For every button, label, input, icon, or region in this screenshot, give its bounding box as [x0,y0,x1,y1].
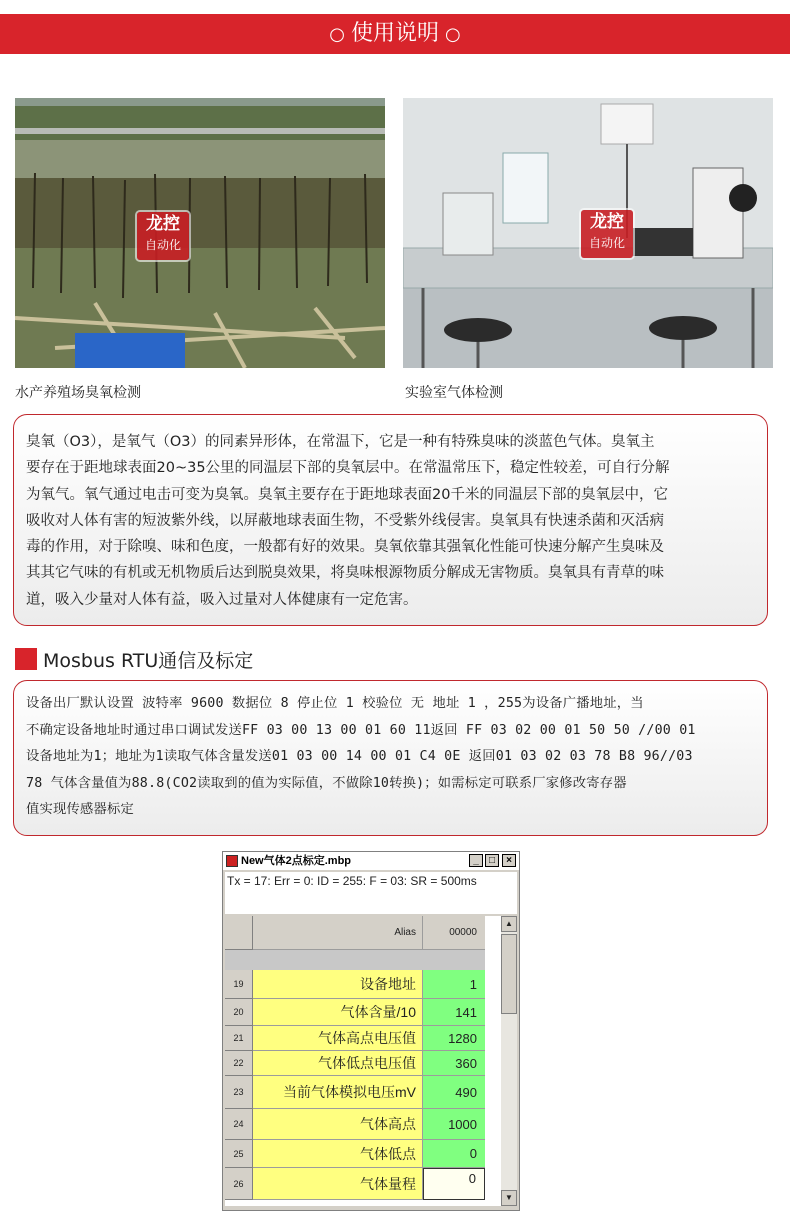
table-row[interactable] [225,1140,501,1168]
description-line: 为氧气。氧气通过电击可变为臭氧。臭氧主要存在于距地球表面20千米的同温层下部的臭氧层中，它 [26,486,668,503]
section-heading-text: Mosbus RTU通信及标定 [43,650,254,672]
circle-icon: ○ [445,24,461,45]
brand-badge [137,212,189,260]
description-line: 其其它气味的有机或无机物质后达到脱臭效果，将臭味根源物质分解成无害物质。臭氧具有青草的味 [26,565,664,582]
description-line: 要存在于距地球表面20~35公里的同温层下部的臭氧层中。在常温常压下，稳定性较差，可自行分解 [26,460,670,477]
section-heading [15,646,253,670]
description-line: 臭氧（O3），是氧气（O3）的同素异形体，在常温下，它是一种有特殊臭味的淡蓝色气体。臭氧主 [26,434,655,450]
table-row [225,950,501,970]
protocol-line: 不确定设备地址时通过串口调试发送FF 03 00 13 00 01 60 11返回 FF 03 02 00 01 50 50 //00 01 [26,722,696,738]
scroll-down-arrow-icon[interactable]: ▼ [501,1190,517,1206]
row-number: 26 [225,1168,253,1200]
window-title: New气体2点标定.mbp [241,855,352,867]
row-number: 21 [225,1026,253,1051]
row-label[interactable]: 气体低点 [253,1140,423,1168]
aquaculture-image [15,98,385,368]
row-label[interactable]: 气体高点电压值 [253,1026,423,1051]
vertical-scrollbar[interactable] [501,916,517,1206]
row-label[interactable]: 气体量程 [253,1168,423,1200]
row-label [253,950,423,970]
row-value[interactable]: 490 [423,1076,485,1109]
badge-subtitle: 自动化 [588,236,625,250]
aquaculture-photo [15,98,385,368]
scrollbar-thumb[interactable] [501,934,517,1014]
table-row[interactable] [225,1168,501,1200]
row-number: 25 [225,1140,253,1168]
scroll-up-arrow-icon[interactable]: ▲ [501,916,517,932]
description-line: 毒的作用，对于除嗅、味和色度，一般都有好的效果。臭氧依靠其强氧化性能可快速分解产生臭味及 [26,539,664,556]
minimize-button[interactable]: _ [469,854,483,867]
banner-title: 使用说明 [350,21,439,46]
brand-badge [581,210,633,258]
description-line: 道，吸入少量对人体有益，吸入过量对人体健康有一定危害。 [26,591,418,608]
protocol-line: 设备地址为1；地址为1读取气体含量发送01 03 00 14 00 01 C4 0E 返回01 03 02 03 78 B8 96//03 [26,749,693,764]
protocol-line: 78 气体含量值为88.8(CO2读取到的值为实际值，不做除10转换)；如需标定可联系厂家修改寄存器 [26,775,627,791]
row-number: 23 [225,1076,253,1109]
row-label[interactable]: 气体含量/10 [253,999,423,1026]
maximize-button[interactable]: □ [485,854,499,867]
protocol-line: 值实现传感器标定 [26,802,134,817]
table-row[interactable] [225,1026,501,1051]
register-table [225,916,501,1206]
row-value[interactable]: 1 [423,970,485,999]
photo-caption: 水产养殖场臭氧检测 [15,385,141,401]
modbus-settings-box [13,680,768,836]
close-button[interactable]: × [502,854,516,867]
corner-cell[interactable] [225,916,253,950]
row-label[interactable]: 气体高点 [253,1109,423,1140]
laboratory-photo [403,98,773,368]
column-header[interactable]: 00000 [423,916,485,950]
circle-icon: ○ [329,24,345,45]
ozone-description-box [13,414,768,626]
row-number: 22 [225,1051,253,1076]
table-row[interactable] [225,999,501,1026]
status-line: Tx = 17: Err = 0: ID = 255: F = 03: SR = 500ms [225,872,517,914]
badge-title: 龙控 [146,214,180,234]
badge-subtitle: 自动化 [144,238,181,252]
table-row[interactable] [225,1076,501,1109]
row-value [423,950,485,970]
table-header-row [225,916,501,950]
red-square-icon [15,648,37,670]
badge-title: 龙控 [590,212,624,232]
row-label[interactable]: 设备地址 [253,970,423,999]
row-value[interactable]: 360 [423,1051,485,1076]
alias-header[interactable]: Alias [253,916,423,950]
modbus-poll-window [222,851,520,1211]
row-value[interactable]: 141 [423,999,485,1026]
row-value[interactable]: 0 [423,1140,485,1168]
table-row[interactable] [225,1109,501,1140]
row-number: 24 [225,1109,253,1140]
row-value[interactable]: 1000 [423,1109,485,1140]
photo-caption: 实验室气体检测 [405,385,503,401]
row-number [225,950,253,970]
row-label[interactable]: 气体低点电压值 [253,1051,423,1076]
value-edit-input[interactable]: 0 [423,1168,485,1200]
row-number: 20 [225,999,253,1026]
window-titlebar[interactable] [223,852,519,870]
description-line: 吸收对人体有害的短波紫外线，以屏蔽地球表面生物，不受紫外线侵害。臭氧具有快速杀菌和灭活病 [26,512,664,529]
row-number: 19 [225,970,253,999]
section-banner [0,14,790,54]
protocol-line: 设备出厂默认设置 波特率 9600 数据位 8 停止位 1 校验位 无 地址 1 ，255为设备广播地址，当 [26,696,644,711]
table-row[interactable] [225,1051,501,1076]
app-icon [226,855,238,867]
row-value[interactable]: 1280 [423,1026,485,1051]
row-label[interactable]: 当前气体模拟电压mV [253,1076,423,1109]
table-row[interactable] [225,970,501,999]
